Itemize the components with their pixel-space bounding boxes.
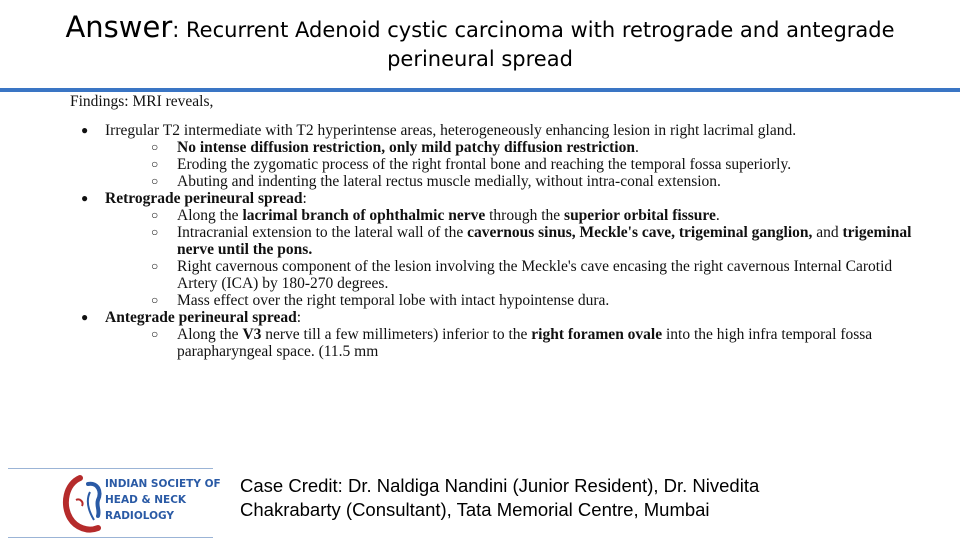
case-credit [240, 474, 920, 522]
bold-text: superior orbital fissure [564, 207, 716, 224]
bold-text: No intense diffusion restriction, only mild patchy diffusion restriction [177, 139, 635, 156]
title-line-1 [0, 12, 960, 45]
title-diagnosis: : Recurrent Adenoid cystic carcinoma with retrograde and antegrade [172, 18, 895, 42]
finding-sublist [105, 207, 930, 309]
bold-text: V3 [242, 326, 262, 343]
title-answer: Answer [65, 10, 173, 44]
bold-text: Retrograde perineural spread [105, 190, 303, 207]
logo-top-border [8, 468, 213, 469]
text: Mass effect over the right temporal lobe with intact hypointense dura. [177, 292, 610, 309]
slide-title [0, 12, 960, 73]
finding-antegrade [70, 309, 930, 360]
logo-bottom-border [8, 537, 213, 538]
bold-text: Antegrade perineural spread [105, 309, 297, 326]
finding-sublist [105, 139, 930, 190]
subfinding-v3 [105, 326, 930, 360]
title-line-2: perineural spread [387, 47, 573, 71]
logo-line: INDIAN SOCIETY OF [105, 478, 221, 490]
logo-line: RADIOLOGY [105, 510, 174, 522]
subfinding-lateral-rectus [105, 173, 930, 190]
finding-text: Irregular T2 intermediate with T2 hyperintense areas, heterogeneously enhancing lesion in right lacrimal gland. [105, 122, 797, 139]
subfinding-intracranial [105, 224, 930, 258]
bold-text: right foramen ovale [531, 326, 663, 343]
bold-text: cavernous sinus, Meckle's cave, trigeminal ganglion, [467, 224, 813, 241]
text: Intracranial extension to the lateral wall of the [177, 224, 468, 241]
credit-line: Case Credit: Dr. Naldiga Nandini (Junior Resident), Dr. Nivedita [240, 475, 760, 496]
finding-lacrimal-lesion [70, 122, 930, 190]
finding-sublist [105, 326, 930, 360]
logo-text [105, 476, 221, 524]
finding-retrograde [70, 190, 930, 309]
text: Eroding the zygomatic process of the right frontal bone and reaching the temporal fossa superiorly. [177, 156, 792, 173]
text: through the [485, 207, 565, 224]
text: Along the [177, 326, 243, 343]
text: : [296, 309, 302, 326]
findings-body [70, 93, 930, 360]
text: : [302, 190, 307, 207]
text: Abuting and indenting the lateral rectus muscle medially, without intra-conal extension. [177, 173, 721, 190]
subfinding-cavernous [105, 258, 930, 292]
subfinding-zygomatic [105, 156, 930, 173]
credit-line: Chakrabarty (Consultant), Tata Memorial Centre, Mumbai [240, 499, 710, 520]
subfinding-lacrimal-branch [105, 207, 930, 224]
subfinding-mass-effect [105, 292, 930, 309]
text: into the high infra temporal fossa parapharyngeal space. (11.5 mm [177, 326, 873, 360]
bold-text: trigeminal nerve until the pons. [177, 224, 912, 258]
text: Right cavernous component of the lesion involving the Meckle's cave encasing the right cavernous Internal Carotid Artery (ICA) by 180-270 degrees. [177, 258, 893, 292]
text: nerve till a few millimeters) inferior to the [261, 326, 532, 343]
text: . [715, 207, 720, 224]
findings-intro: Findings: MRI reveals, [70, 93, 214, 110]
findings-list [70, 122, 930, 360]
logo-line: HEAD & NECK [105, 494, 187, 506]
title-divider [0, 88, 960, 92]
text: Along the [177, 207, 243, 224]
bold-text: lacrimal branch of ophthalmic nerve [242, 207, 486, 224]
subfinding-diffusion [105, 139, 930, 156]
text: and [812, 224, 843, 241]
text: . [634, 139, 639, 156]
